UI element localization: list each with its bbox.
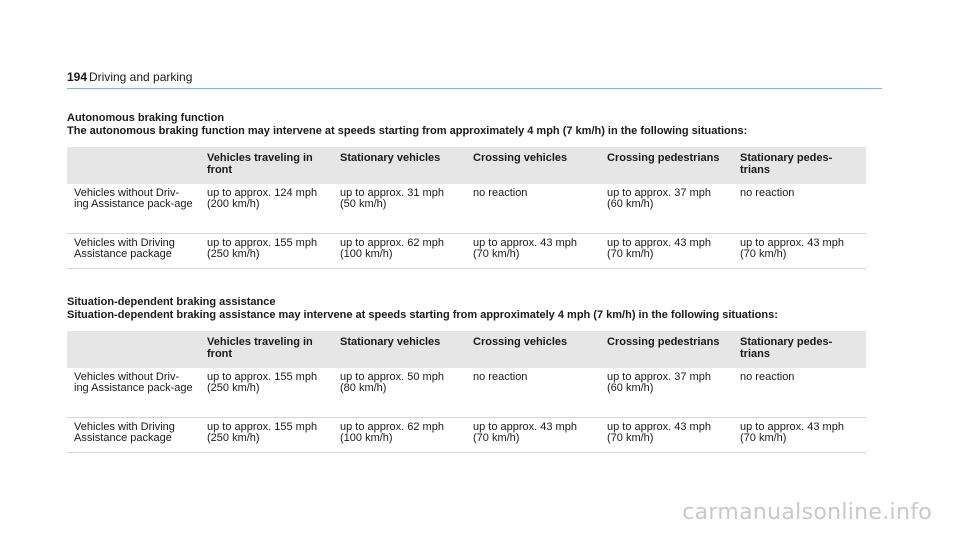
table-row (67, 184, 866, 234)
table-cell: no reaction (466, 368, 600, 418)
table-cell: up to approx. 62 mph (100 km/h) (333, 418, 466, 453)
table-cell: up to approx. 43 mph (70 km/h) (466, 418, 600, 453)
section-intro: The autonomous braking function may intervene at speeds starting from approximately 4 mph (7 km/h) in the following situations: (67, 125, 748, 137)
section-title: Driving and parking (89, 70, 193, 84)
situation-braking-section (67, 296, 867, 453)
table-cell: up to approx. 62 mph (100 km/h) (333, 234, 466, 269)
row-label: Vehicles without Driv-ing Assistance pack-age (67, 184, 200, 234)
table-header-row (67, 331, 866, 368)
table-cell: no reaction (466, 184, 600, 234)
column-header: Crossing vehicles (473, 152, 568, 164)
speed-table (67, 147, 866, 269)
table-cell: up to approx. 155 mph (250 km/h) (200, 234, 333, 269)
table-row (67, 418, 866, 453)
table-header-row (67, 147, 866, 184)
page-number: 194 (67, 70, 88, 84)
column-header (67, 331, 200, 368)
column-header: Stationary vehicles (340, 336, 441, 348)
table-cell: no reaction (733, 368, 866, 418)
table-cell: up to approx. 155 mph (250 km/h) (200, 368, 333, 418)
column-header: Stationary pedes-trians (740, 152, 833, 176)
column-header: Crossing vehicles (473, 336, 568, 348)
section-heading: Autonomous braking function (67, 112, 225, 124)
table-row (67, 368, 866, 418)
watermark: carmanualsonline.info (682, 500, 932, 525)
column-header: Vehicles traveling in front (207, 152, 313, 176)
table-cell: up to approx. 31 mph (50 km/h) (333, 184, 466, 234)
table-cell: up to approx. 124 mph (200 km/h) (200, 184, 333, 234)
section-heading: Situation-dependent braking assistance (67, 296, 276, 308)
table-cell: up to approx. 43 mph (70 km/h) (733, 418, 866, 453)
column-header: Crossing pedestrians (607, 336, 720, 348)
table-cell: up to approx. 50 mph (80 km/h) (333, 368, 466, 418)
autonomous-braking-section (67, 112, 867, 269)
column-header: Vehicles traveling in front (207, 336, 313, 360)
row-label: Vehicles with Driving Assistance package (67, 418, 200, 453)
column-header: Stationary vehicles (340, 152, 441, 164)
table-row (67, 234, 866, 269)
section-intro: Situation-dependent braking assistance may intervene at speeds starting from approximately 4 mph (7 km/h) in the following situations: (67, 309, 778, 321)
row-label: Vehicles without Driv-ing Assistance pack-age (67, 368, 200, 418)
table-cell: up to approx. 37 mph (60 km/h) (600, 368, 733, 418)
table-cell: up to approx. 43 mph (70 km/h) (466, 234, 600, 269)
table-cell: up to approx. 155 mph (250 km/h) (200, 418, 333, 453)
table-cell: no reaction (733, 184, 866, 234)
row-label: Vehicles with Driving Assistance package (67, 234, 200, 269)
table-cell: up to approx. 43 mph (70 km/h) (733, 234, 866, 269)
table-cell: up to approx. 43 mph (70 km/h) (600, 234, 733, 269)
column-header: Stationary pedes-trians (740, 336, 833, 360)
page-header (67, 70, 882, 89)
column-header: Crossing pedestrians (607, 152, 720, 164)
table-cell: up to approx. 37 mph (60 km/h) (600, 184, 733, 234)
table-cell: up to approx. 43 mph (70 km/h) (600, 418, 733, 453)
speed-table (67, 331, 866, 453)
column-header (67, 147, 200, 184)
